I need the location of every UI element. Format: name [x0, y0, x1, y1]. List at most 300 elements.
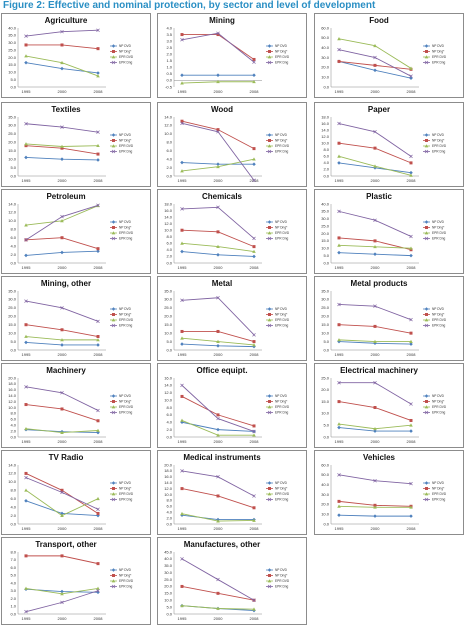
legend-label: NP DVD — [432, 220, 444, 225]
legend-marker — [112, 133, 116, 137]
legend-label: NP DVD — [432, 481, 444, 486]
y-tick-label: 18.0 — [164, 468, 172, 474]
y-tick-label: 18.0 — [164, 201, 172, 207]
series-2 — [24, 335, 100, 342]
data-point — [60, 343, 64, 347]
panel-title: Mining, other — [40, 279, 92, 288]
data-point — [410, 419, 413, 422]
data-point — [216, 344, 220, 348]
legend-label: EPR DVD — [275, 579, 290, 584]
legend-label: NP DVD — [432, 133, 444, 138]
legend-item — [423, 139, 445, 143]
legend-marker — [268, 226, 271, 229]
x-tick-label: 1995 — [177, 616, 187, 621]
data-point — [410, 161, 413, 164]
y-tick-label: 0.0 — [166, 260, 172, 266]
legend-item — [423, 481, 445, 485]
y-tick-label: 20.0 — [164, 313, 172, 319]
y-tick-label: 25.0 — [8, 47, 16, 53]
chart-svg — [158, 103, 306, 186]
y-tick-label: 10.0 — [8, 156, 16, 162]
data-point — [252, 255, 256, 259]
x-tick-label: 2008 — [249, 89, 259, 94]
legend-label: NP Dng* — [275, 49, 288, 54]
panel-title: Wood — [210, 105, 234, 114]
legend-item — [423, 307, 445, 311]
data-point — [181, 557, 184, 560]
data-point — [180, 250, 184, 254]
y-tick-label: 10.0 — [321, 74, 329, 80]
legend-item — [266, 481, 288, 485]
data-point — [97, 47, 100, 50]
legend-item — [110, 405, 134, 409]
figure-title: Figure 2: Effective and nominal protection, by sector and level of development — [3, 0, 376, 11]
y-tick-label: 2.5 — [166, 44, 172, 50]
legend-label: EPR Dng — [275, 584, 289, 589]
series-line — [339, 143, 411, 163]
y-tick-label: 20.0 — [8, 375, 16, 381]
legend-marker — [268, 481, 272, 485]
data-point — [24, 254, 28, 258]
data-point — [252, 73, 256, 77]
legend-marker — [112, 44, 116, 48]
legend-item — [423, 313, 445, 317]
x-tick-label: 2008 — [249, 352, 259, 357]
y-tick-label: 10.0 — [8, 69, 16, 75]
chart-svg — [315, 364, 463, 447]
series-line — [339, 383, 411, 404]
y-tick-label: 14.0 — [164, 214, 172, 220]
y-tick-label: 6.0 — [10, 564, 16, 570]
y-tick-label: 10.0 — [8, 404, 16, 410]
panel-title: Mining — [209, 16, 235, 25]
legend-marker — [268, 133, 272, 137]
y-tick-label: 20.0 — [321, 313, 329, 319]
x-tick-label: 2000 — [213, 526, 223, 531]
x-tick-label: 2008 — [93, 89, 103, 94]
y-tick-label: 0.0 — [10, 434, 16, 440]
y-tick-label: 5.0 — [166, 338, 172, 344]
data-point — [409, 76, 413, 80]
data-point — [216, 253, 220, 257]
y-tick-label: 10.0 — [321, 410, 329, 416]
legend-item — [423, 55, 447, 59]
chart-panel — [1, 189, 151, 274]
y-tick-label: 14.0 — [164, 382, 172, 388]
legend-label: EPR Dng — [275, 149, 289, 154]
y-tick-label: 25.0 — [8, 131, 16, 137]
y-tick-label: 10.0 — [164, 597, 172, 603]
x-tick-label: 1995 — [177, 439, 187, 444]
legend-marker — [112, 50, 115, 53]
legend-item — [266, 318, 290, 322]
legend-label: NP Dng* — [275, 138, 288, 143]
legend-label: NP Dng* — [119, 486, 132, 491]
series-1 — [181, 33, 256, 61]
legend-item — [266, 487, 288, 491]
y-tick-label: 15.0 — [321, 238, 329, 244]
chart-svg — [158, 538, 306, 624]
legend-label: NP Dng* — [119, 573, 132, 578]
y-tick-label: 40.0 — [321, 481, 329, 487]
panel-title: Vehicles — [362, 453, 396, 462]
y-tick-label: 8.0 — [10, 487, 16, 493]
data-point — [253, 340, 256, 343]
data-point — [97, 247, 100, 250]
legend-item — [110, 394, 132, 398]
legend-item — [110, 400, 132, 404]
data-point — [25, 323, 28, 326]
legend-label: EPR DVD — [275, 318, 290, 323]
y-tick-label: 6.0 — [166, 148, 172, 154]
legend-label: EPR DVD — [119, 55, 134, 60]
data-point — [338, 400, 341, 403]
x-tick-label: 1995 — [334, 89, 344, 94]
legend-item — [110, 226, 132, 230]
y-tick-label: 14.0 — [164, 114, 172, 120]
legend-label: EPR DVD — [432, 231, 447, 236]
chart-grid — [1, 13, 467, 629]
series-line — [26, 387, 98, 411]
series-0 — [24, 341, 100, 347]
data-point — [181, 384, 184, 387]
data-point — [410, 402, 413, 405]
y-tick-label: 5.0 — [166, 604, 172, 610]
data-point — [217, 592, 220, 595]
legend-item — [423, 220, 445, 224]
legend-label: NP Dng* — [275, 312, 288, 317]
y-tick-label: 25.0 — [164, 576, 172, 582]
legend-label: NP Dng* — [119, 138, 132, 143]
legend-item — [266, 492, 290, 496]
chart-panel — [314, 13, 464, 98]
data-point — [24, 61, 28, 65]
series-line — [182, 396, 254, 426]
data-point — [374, 406, 377, 409]
chart-svg — [315, 451, 463, 534]
series-2 — [180, 242, 256, 253]
chart-panel — [157, 189, 307, 274]
y-tick-label: 20.0 — [8, 139, 16, 145]
legend-label: NP Dng* — [275, 573, 288, 578]
legend-item — [423, 318, 447, 322]
series-1 — [25, 43, 100, 50]
legend-label: EPR Dng — [119, 497, 133, 502]
y-tick-label: 20.0 — [8, 313, 16, 319]
panel-title: Plastic — [366, 192, 392, 201]
y-tick-label: 0.0 — [10, 173, 16, 179]
y-tick-label: 1.0 — [166, 64, 172, 70]
data-point — [338, 142, 341, 145]
chart-svg — [158, 14, 306, 97]
legend-label: NP Dng* — [275, 399, 288, 404]
y-tick-label: 7.0 — [10, 557, 16, 563]
data-point — [97, 562, 100, 565]
y-tick-label: 0.0 — [10, 611, 16, 617]
series-1 — [25, 472, 100, 515]
legend-item — [423, 237, 446, 241]
legend-marker — [112, 226, 115, 229]
series-2 — [24, 54, 100, 77]
y-tick-label: 30.0 — [164, 569, 172, 575]
chart-svg — [315, 277, 463, 360]
panel-title: TV Radio — [48, 453, 84, 462]
series-2 — [337, 155, 413, 177]
legend-label: EPR Dng — [432, 410, 446, 415]
legend-marker — [112, 220, 116, 224]
series-line — [339, 402, 411, 421]
chart-panel — [314, 276, 464, 361]
data-point — [97, 409, 100, 412]
series-line — [26, 405, 98, 421]
y-tick-label: 14.0 — [164, 480, 172, 485]
x-tick-label: 2000 — [213, 352, 223, 357]
y-tick-label: 8.0 — [10, 549, 16, 555]
panel-title: Paper — [367, 105, 391, 114]
legend-marker — [425, 226, 428, 229]
legend-label: NP DVD — [275, 44, 287, 49]
legend-marker — [268, 400, 271, 403]
data-point — [60, 251, 64, 255]
data-point — [374, 325, 377, 328]
data-point — [181, 330, 184, 333]
legend-item — [423, 411, 446, 415]
y-tick-label: 50.0 — [321, 35, 329, 41]
legend-label: NP DVD — [119, 220, 131, 225]
x-tick-label: 2000 — [213, 439, 223, 444]
y-tick-label: 8.0 — [166, 404, 172, 410]
series-2 — [180, 512, 256, 523]
legend-label: EPR Dng — [432, 60, 446, 65]
legend-label: EPR Dng — [275, 236, 289, 241]
legend-label: NP DVD — [275, 481, 287, 486]
chart-svg — [2, 538, 150, 624]
legend-item — [110, 574, 132, 578]
series-3 — [338, 303, 413, 321]
y-tick-label: 60.0 — [321, 462, 329, 468]
data-point — [181, 585, 184, 588]
series-3 — [181, 384, 256, 433]
legend-label: EPR Dng — [432, 323, 446, 328]
legend-label: EPR Dng — [119, 584, 133, 589]
legend-item — [423, 405, 447, 409]
y-tick-label: 8.0 — [166, 139, 172, 145]
y-tick-label: 5.0 — [10, 76, 16, 82]
y-tick-label: 10.0 — [321, 245, 329, 251]
chart-panel — [157, 450, 307, 535]
y-tick-label: 6.0 — [323, 153, 329, 159]
legend-item — [423, 44, 445, 48]
data-point — [217, 330, 220, 333]
legend-item — [110, 61, 133, 65]
data-point — [253, 494, 256, 497]
data-point — [374, 239, 377, 242]
y-tick-label: 8.0 — [10, 410, 16, 416]
y-tick-label: 0.5 — [166, 71, 172, 77]
legend-marker — [112, 394, 116, 398]
chart-panel — [157, 363, 307, 448]
data-point — [181, 487, 184, 490]
chart-svg — [2, 451, 150, 534]
legend-item — [423, 133, 445, 137]
legend-item — [423, 150, 446, 154]
data-point — [373, 514, 377, 518]
x-tick-label: 2008 — [249, 265, 259, 270]
legend-item — [266, 231, 290, 235]
y-tick-label: 25.0 — [321, 375, 329, 381]
x-tick-label: 2000 — [57, 89, 67, 94]
y-tick-label: 40.0 — [321, 201, 329, 207]
legend-marker — [268, 574, 271, 577]
series-0 — [180, 73, 256, 77]
series-0 — [180, 342, 256, 348]
legend-item — [423, 144, 447, 148]
data-point — [216, 428, 220, 432]
series-line — [182, 33, 254, 62]
y-tick-label: 4.0 — [10, 504, 16, 510]
series-1 — [181, 585, 256, 602]
x-tick-label: 2008 — [93, 616, 103, 621]
y-tick-label: 16.0 — [164, 375, 172, 381]
legend-item — [110, 55, 134, 59]
y-tick-label: 15.0 — [164, 322, 172, 328]
chart-svg — [158, 277, 306, 360]
y-tick-label: 5.0 — [323, 422, 329, 428]
series-line — [182, 489, 254, 508]
y-tick-label: 30.0 — [164, 296, 172, 302]
data-point — [61, 407, 64, 410]
x-tick-label: 1995 — [21, 526, 31, 531]
y-tick-label: 0.0 — [166, 173, 172, 179]
chart-svg — [2, 103, 150, 186]
y-tick-label: 14.0 — [8, 393, 16, 398]
y-tick-label: 25.0 — [8, 305, 16, 311]
y-tick-label: 4.0 — [10, 422, 16, 428]
y-tick-label: 20.0 — [321, 230, 329, 236]
x-tick-label: 2008 — [406, 89, 416, 94]
y-tick-label: 35.0 — [164, 563, 172, 569]
legend-marker — [112, 481, 116, 485]
legend-item — [110, 318, 134, 322]
x-tick-label: 2000 — [57, 352, 67, 357]
y-tick-label: 15.0 — [8, 148, 16, 154]
data-point — [252, 157, 256, 160]
legend-label: NP DVD — [432, 44, 444, 49]
y-tick-label: 8.0 — [323, 147, 329, 153]
y-tick-label: 15.0 — [321, 398, 329, 404]
y-tick-label: 12.0 — [164, 122, 172, 128]
legend-item — [266, 313, 288, 317]
legend-marker — [268, 307, 272, 311]
y-tick-label: 35.0 — [8, 288, 16, 294]
chart-svg — [158, 451, 306, 534]
legend-label: EPR DVD — [275, 492, 290, 497]
legend-item — [423, 394, 445, 398]
chart-svg — [2, 190, 150, 273]
legend-label: NP Dng* — [119, 225, 132, 230]
legend-label: EPR DVD — [119, 492, 134, 497]
legend-label: EPR Dng — [275, 323, 289, 328]
data-point — [180, 419, 184, 422]
legend-item — [266, 44, 288, 48]
legend-label: NP Dng* — [432, 399, 445, 404]
x-tick-label: 2008 — [93, 439, 103, 444]
legend-label: NP DVD — [275, 568, 287, 573]
series-1 — [338, 323, 413, 334]
data-point — [410, 155, 413, 158]
legend-item — [266, 394, 288, 398]
y-tick-label: 2.0 — [166, 253, 172, 259]
series-3 — [25, 122, 100, 133]
legend-item — [423, 400, 445, 404]
legend-marker — [268, 487, 271, 490]
legend-marker — [425, 394, 429, 398]
x-tick-label: 1995 — [177, 265, 187, 270]
series-1 — [25, 554, 100, 565]
panel-title: Food — [369, 16, 389, 25]
y-tick-label: 16.0 — [8, 387, 16, 393]
y-tick-label: 5.0 — [10, 338, 16, 344]
legend-item — [110, 231, 134, 235]
data-point — [181, 33, 184, 36]
legend-label: EPR Dng — [119, 410, 133, 415]
chart-panel — [1, 450, 151, 535]
chart-panel — [1, 363, 151, 448]
legend-label: NP DVD — [275, 394, 287, 399]
data-point — [338, 323, 341, 326]
y-tick-label: 10.0 — [164, 397, 172, 403]
series-line — [182, 471, 254, 496]
x-tick-label: 2000 — [370, 265, 380, 270]
y-tick-label: 4.0 — [166, 247, 172, 253]
x-tick-label: 1995 — [334, 265, 344, 270]
series-line — [339, 475, 411, 484]
data-point — [409, 514, 413, 518]
x-tick-label: 2008 — [93, 265, 103, 270]
data-point — [181, 395, 184, 398]
chart-svg — [158, 364, 306, 447]
legend-label: NP Dng* — [275, 225, 288, 230]
data-point — [253, 237, 256, 240]
legend-marker — [425, 400, 428, 403]
x-tick-label: 2008 — [93, 526, 103, 531]
legend-item — [110, 44, 132, 48]
legend-marker — [268, 44, 272, 48]
legend-item — [110, 307, 132, 311]
legend-label: NP DVD — [119, 481, 131, 486]
data-point — [61, 328, 64, 331]
y-tick-label: 40.0 — [164, 556, 172, 562]
x-tick-label: 1995 — [21, 439, 31, 444]
legend-marker — [425, 487, 428, 490]
legend-marker — [425, 50, 428, 53]
y-tick-label: 60.0 — [321, 25, 329, 31]
legend-item — [266, 55, 290, 59]
legend-item — [266, 307, 288, 311]
legend-label: NP Dng* — [432, 225, 445, 230]
y-tick-label: 0.0 — [323, 84, 329, 90]
legend-item — [266, 574, 288, 578]
y-tick-label: 25.0 — [321, 305, 329, 311]
series-1 — [25, 236, 100, 250]
legend-item — [423, 324, 446, 328]
data-point — [96, 497, 100, 500]
data-point — [409, 429, 413, 433]
y-tick-label: 12.0 — [164, 485, 172, 491]
data-point — [217, 578, 220, 581]
legend-item — [423, 487, 445, 491]
legend-item — [266, 585, 289, 589]
